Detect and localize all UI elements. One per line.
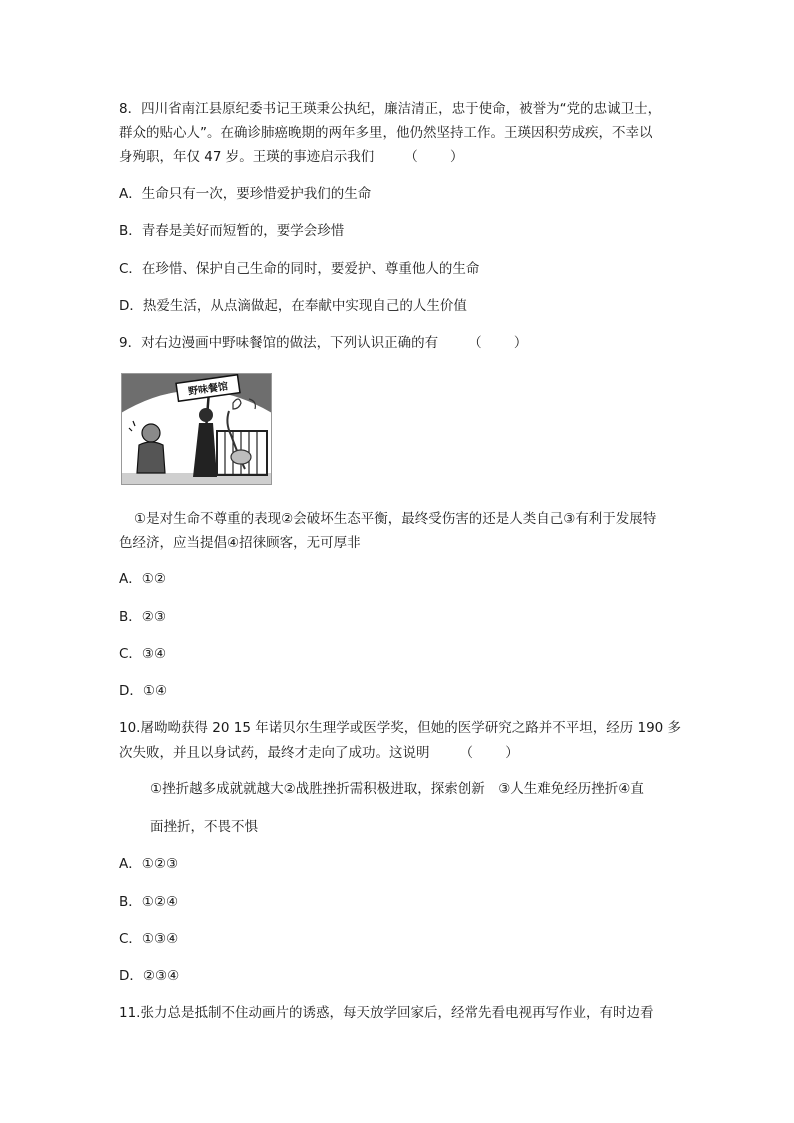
q10-statement-line-1: ①挫折越多成就就越大②战胜挫折需积极进取，探索创新 ③人生难免经历挫折④直 bbox=[150, 781, 644, 797]
q10-option-b: B．①②④ bbox=[119, 894, 179, 910]
cartoon-man-body bbox=[137, 442, 165, 473]
q9-option-c: C．③④ bbox=[119, 646, 167, 662]
q9-stem bbox=[119, 333, 541, 353]
q10-statement-line-2: 面挫折，不畏不惧 bbox=[150, 819, 258, 835]
cartoon-vendor-head bbox=[199, 408, 213, 422]
q9-option-d: D．①④ bbox=[119, 683, 168, 699]
q10-line-1: 10.屠呦呦获得 20 15 年诺贝尔生理学或医学奖，但她的医学研究之路并不平坦，经历 190 多 bbox=[119, 720, 682, 736]
cartoon-sign-text: 野味餐馆 bbox=[187, 381, 229, 398]
q8-option-c: C．在珍惜、保护自己生命的同时，要爱护、尊重他人的生命 bbox=[119, 261, 480, 277]
q10-answer-paren: （ ） bbox=[459, 745, 533, 761]
q8-line-3-text: 身殉职，年仅 47 岁。王瑛的事迹启示我们 bbox=[119, 149, 375, 165]
q8-option-b: B．青春是美好而短暂的，要学会珍惜 bbox=[119, 223, 345, 239]
q9-option-b: B．②③ bbox=[119, 609, 166, 625]
q9-answer-paren: （ ） bbox=[468, 335, 542, 351]
q10-option-c: C．①③④ bbox=[119, 931, 179, 947]
q9-statement-line-1: ①是对生命不尊重的表现②会破坏生态平衡，最终受伤害的还是人类自己③有利于发展特 bbox=[134, 511, 657, 527]
q8-answer-paren: （ ） bbox=[404, 149, 478, 165]
q11-line-1: 11.张力总是抵制不住动画片的诱惑，每天放学回家后，经常先看电视再写作业，有时边看 bbox=[119, 1005, 654, 1021]
q10-option-a: A．①②③ bbox=[119, 856, 179, 872]
q8-line-1: 8．四川省南江县原纪委书记王瑛秉公执纪，廉洁清正，忠于使命，被誉为“党的忠诚卫士， bbox=[119, 101, 662, 117]
q9-option-a: A．①② bbox=[119, 571, 166, 587]
wild-game-restaurant-cartoon bbox=[121, 373, 272, 485]
cartoon-bird-body bbox=[231, 450, 251, 464]
q8-line-3 bbox=[119, 147, 478, 167]
q8-option-d: D．热爱生活，从点滴做起，在奉献中实现自己的人生价值 bbox=[119, 298, 467, 314]
q9-stem-text: 9．对右边漫画中野味餐馆的做法，下列认识正确的有 bbox=[119, 335, 439, 351]
q9-statement-line-2: 色经济，应当提倡④招徕顾客，无可厚非 bbox=[119, 535, 361, 551]
cartoon-man-head bbox=[142, 424, 160, 442]
q10-line-2 bbox=[119, 743, 533, 763]
q8-line-2: 群众的贴心人”。在确诊肺癌晚期的两年多里，他仍然坚持工作。王瑛因积劳成疾，不幸以 bbox=[119, 125, 653, 141]
q10-line-2-text: 次失败，并且以身试药，最终才走向了成功。这说明 bbox=[119, 745, 430, 761]
q8-option-a: A．生命只有一次，要珍惜爱护我们的生命 bbox=[119, 186, 372, 202]
q10-option-d: D．②③④ bbox=[119, 968, 180, 984]
